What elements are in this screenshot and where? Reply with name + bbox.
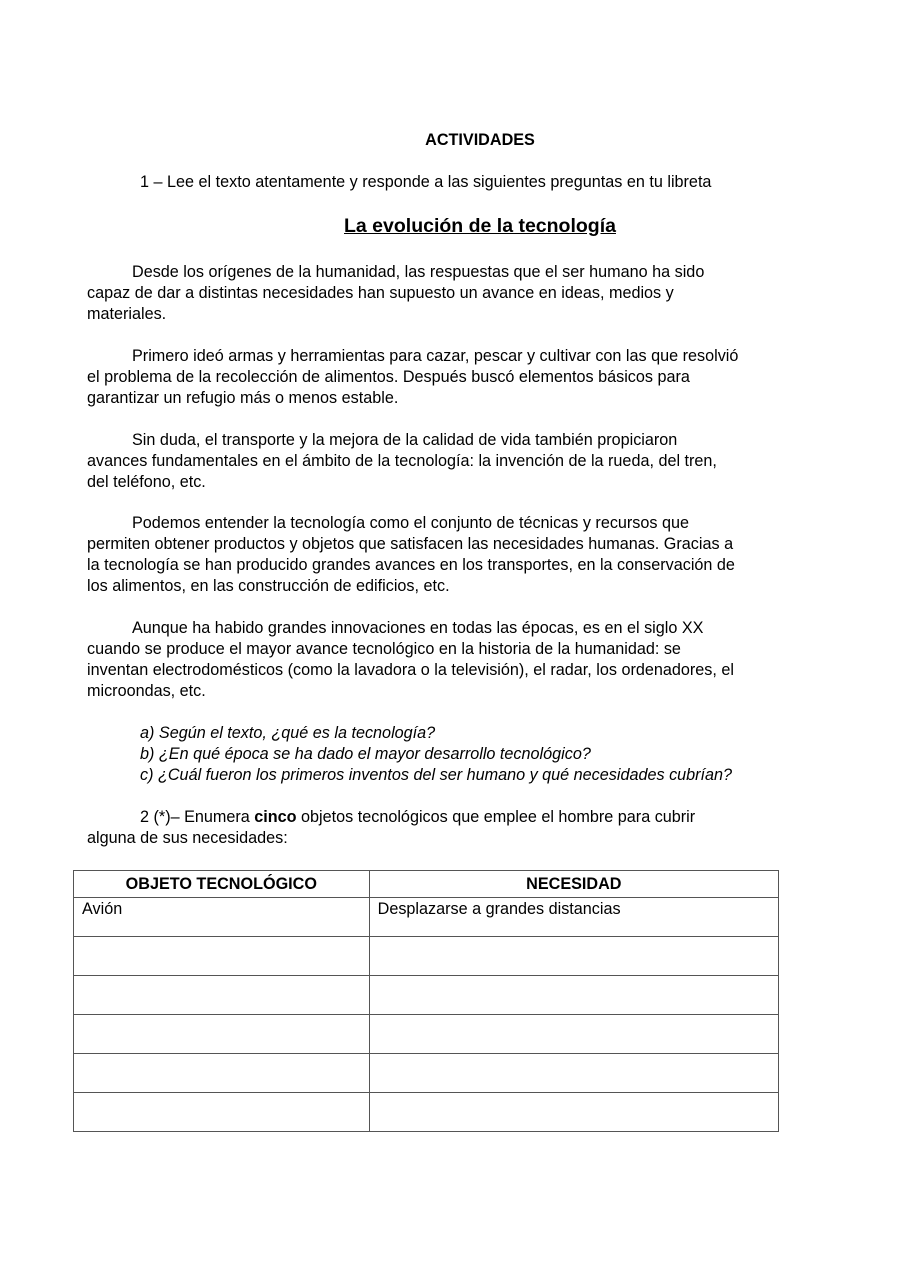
paragraph-3 — [87, 430, 827, 493]
table-row — [74, 1093, 779, 1132]
header-necesidad: NECESIDAD — [369, 871, 778, 898]
paragraph-line: cuando se produce el mayor avance tecnológico en la historia de la humanidad: se — [87, 639, 681, 658]
table-cell-object[interactable]: Avión — [74, 898, 370, 937]
paragraph-line: capaz de dar a distintas necesidades han supuesto un avance en ideas, medios y — [87, 283, 674, 302]
table-row — [74, 898, 779, 937]
paragraph-line: garantizar un refugio más o menos estable. — [87, 388, 399, 407]
paragraph-line: Podemos entender la tecnología como el conjunto de técnicas y recursos que — [132, 514, 690, 532]
table-cell-need[interactable] — [369, 1015, 778, 1054]
header-objeto-tecnologico: OBJETO TECNOLÓGICO — [74, 871, 370, 898]
paragraph-line: permiten obtener productos y objetos que satisfacen las necesidades humanas. Gracias a — [87, 534, 734, 553]
paragraph-line: la tecnología se han producido grandes avances en los transportes, en la conservación de — [87, 555, 735, 574]
table-cell-need[interactable] — [369, 1054, 778, 1093]
paragraph-line: Desde los orígenes de la humanidad, las respuestas que el ser humano ha sido — [132, 263, 705, 281]
objects-needs-table — [73, 870, 779, 1132]
table-cell-need[interactable] — [369, 976, 778, 1015]
document-title: La evolución de la tecnología — [344, 215, 616, 237]
paragraph-line: inventan electrodomésticos (como la lavadora o la televisión), el radar, los ordenadores, el — [87, 660, 734, 679]
instruction-1: 1 – Lee el texto atentamente y responde a las siguientes preguntas en tu libreta — [140, 173, 712, 191]
question-a: a) Según el texto, ¿qué es la tecnología? — [140, 724, 436, 742]
paragraph-line: Sin duda, el transporte y la mejora de la calidad de vida también propiciaron — [132, 431, 678, 449]
paragraph-5 — [87, 618, 827, 702]
task-2-prefix: 2 (*)– Enumera — [140, 808, 255, 826]
paragraph-line: microondas, etc. — [87, 681, 206, 700]
task-2-bold-word: cinco — [254, 808, 297, 826]
table-cell-object[interactable] — [74, 1054, 370, 1093]
paragraph-2 — [87, 346, 827, 409]
table-cell-need[interactable] — [369, 1093, 778, 1132]
task-2-line-1 — [87, 807, 695, 828]
paragraph-line: materiales. — [87, 304, 167, 323]
activities-heading: ACTIVIDADES — [425, 131, 535, 149]
task-2-suffix: objetos tecnológicos que emplee el hombre para cubrir — [296, 808, 696, 826]
table-row — [74, 1015, 779, 1054]
table-cell-object[interactable] — [74, 937, 370, 976]
paragraph-line: avances fundamentales en el ámbito de la tecnología: la invención de la rueda, del tren, — [87, 451, 717, 470]
task-2-line-2: alguna de sus necesidades: — [87, 829, 288, 847]
paragraph-1 — [87, 262, 827, 325]
table-row — [74, 1054, 779, 1093]
questions-list — [140, 723, 732, 786]
table-cell-object[interactable] — [74, 976, 370, 1015]
paragraph-line: del teléfono, etc. — [87, 472, 206, 491]
question-c: c) ¿Cuál fueron los primeros inventos del ser humano y qué necesidades cubrían? — [140, 766, 733, 784]
paragraph-line: los alimentos, en las construcción de edificios, etc. — [87, 576, 450, 595]
table-cell-need[interactable] — [369, 937, 778, 976]
task-2-instruction — [87, 807, 695, 849]
table-cell-need[interactable]: Desplazarse a grandes distancias — [369, 898, 778, 937]
table-cell-object[interactable] — [74, 1093, 370, 1132]
question-b: b) ¿En qué época se ha dado el mayor desarrollo tecnológico? — [140, 745, 591, 763]
paragraph-line: Primero ideó armas y herramientas para cazar, pescar y cultivar con las que resolvió — [132, 347, 739, 365]
table-row — [74, 976, 779, 1015]
paragraph-line: el problema de la recolección de alimentos. Después buscó elementos básicos para — [87, 367, 690, 386]
table-row — [74, 937, 779, 976]
paragraph-4 — [87, 513, 827, 597]
table-header-row — [74, 871, 779, 898]
paragraph-line: Aunque ha habido grandes innovaciones en todas las épocas, es en el siglo XX — [132, 619, 704, 637]
table-cell-object[interactable] — [74, 1015, 370, 1054]
